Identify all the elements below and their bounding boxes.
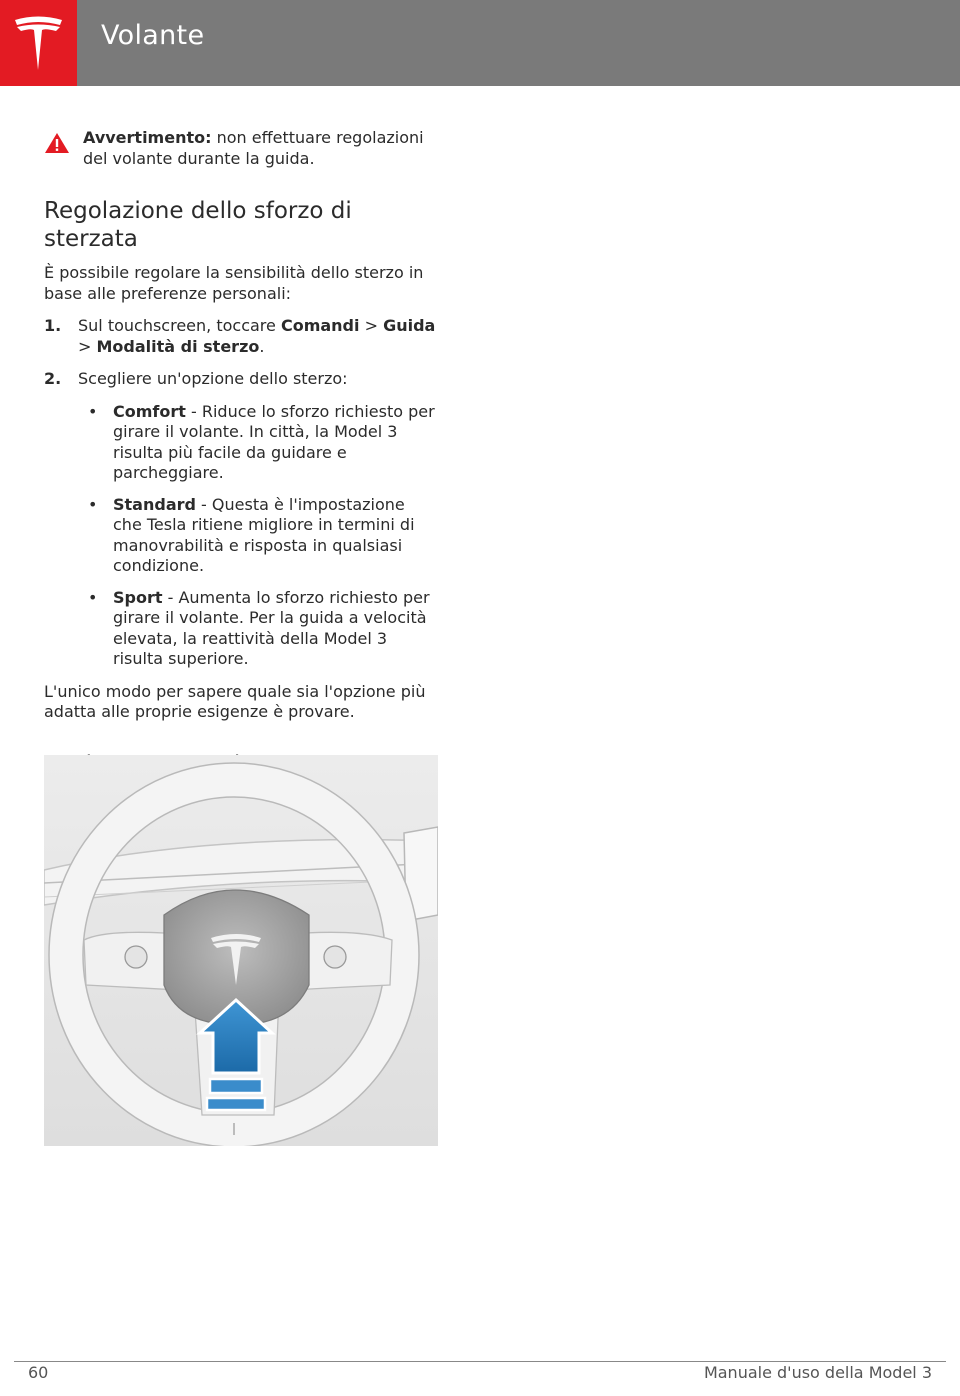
steering-wheel-figure [44, 755, 438, 1146]
bullet: • [88, 401, 98, 421]
warning-text: non effettuare regolazioni del volante durante la guida. [83, 128, 424, 168]
step-number: 1. [44, 316, 62, 335]
step-text-end: . [259, 336, 265, 356]
steering-options-list [78, 402, 438, 670]
menu-path-steering-mode: Modalità di sterzo [96, 336, 260, 356]
section-intro: È possibile regolare la sensibilità dello sterzo in base alle preferenze personali: [44, 263, 424, 303]
steering-wheel-illustration [44, 755, 438, 1146]
step-item [44, 316, 438, 357]
option-item-sport [78, 588, 438, 670]
option-description: - Riduce lo sforzo richiesto per girare il volante. In città, la Model 3 risulta più facile da guidare e parcheggiare. [113, 401, 435, 482]
tesla-logo-icon [12, 14, 65, 72]
option-description: - Questa è l'impostazione che Tesla ritiene migliore in termini di manovrabilità e risposta in qualsiasi condizione. [113, 494, 415, 575]
main-content [44, 128, 438, 842]
footer-rule [14, 1361, 946, 1362]
manual-title: Manuale d'uso della Model 3 [703, 1363, 932, 1382]
warning-note [44, 128, 438, 169]
step-number: 2. [44, 369, 62, 388]
bullet: • [88, 494, 98, 514]
option-item-standard [78, 495, 438, 577]
step-item [44, 369, 438, 670]
step-text: Sul touchscreen, toccare [78, 316, 281, 335]
option-item-comfort [78, 402, 438, 484]
section-outro: L'unico modo per sapere quale sia l'opzione più adatta alle proprie esigenze è provare. [44, 681, 426, 721]
menu-path-guida: Guida [383, 316, 436, 335]
option-description: - Aumenta lo sforzo richiesto per girare il volante. Per la guida a velocità elevata, la reattività della Model 3 risulta superiore. [113, 587, 430, 668]
logo-box [0, 0, 77, 86]
warning-label: Avvertimento: [83, 128, 212, 147]
bullet: • [88, 587, 98, 607]
menu-path-separator: > [359, 316, 384, 335]
page-number: 60 [28, 1363, 49, 1382]
warning-triangle-icon [44, 132, 70, 154]
option-name: Sport [113, 587, 163, 607]
menu-path-comandi: Comandi [280, 316, 360, 335]
steps-list [44, 316, 438, 670]
option-name: Comfort [113, 401, 186, 421]
option-name: Standard [113, 494, 196, 514]
step-text: Scegliere un'opzione dello sterzo: [78, 369, 348, 388]
section-heading-steering-effort: Regolazione dello sforzo di sterzata [44, 198, 352, 252]
menu-path-separator: > [78, 336, 97, 356]
page-title: Volante [101, 20, 205, 51]
